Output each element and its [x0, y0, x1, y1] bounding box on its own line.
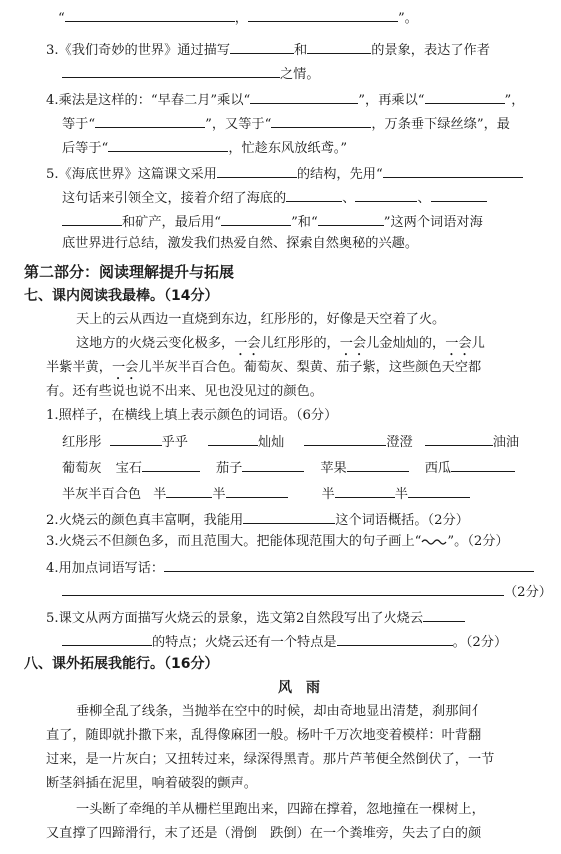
blank[interactable]: [242, 456, 304, 472]
color-word: 西瓜: [424, 461, 452, 476]
text: 。（2分）: [452, 635, 508, 650]
s7-q5-line-1: [46, 606, 465, 626]
blank[interactable]: [347, 456, 409, 472]
blank[interactable]: [164, 556, 534, 572]
blank[interactable]: [423, 606, 465, 622]
color-word: 茄子: [215, 461, 243, 476]
s8-paragraph-1-line-2: 直了，随即就扑撒下来，乱得像麻团一般。杨叶千万次地变着模样：叶背翻: [46, 728, 482, 743]
color-word: 苹果: [320, 461, 347, 476]
s8-paragraph-1-line-4: 断茎斜插在泥里，响着破裂的颤声。: [46, 776, 257, 791]
text: 半紫半黄，: [46, 360, 112, 375]
dotted-word: 一会: [234, 336, 261, 351]
blank[interactable]: [62, 630, 152, 646]
color-word: 灿灿: [257, 435, 285, 450]
q4-text-d: 等于“: [62, 117, 96, 132]
blank[interactable]: [65, 6, 235, 22]
color-word: 油油: [492, 435, 520, 450]
q5-line-4: [62, 234, 418, 254]
q4-text-h: ，忙趁东风放纸鸢。”: [228, 141, 348, 156]
q5-text-f: ”这两个词语对海: [383, 215, 483, 230]
s7-q2: [46, 508, 469, 528]
color-word: 乎乎: [161, 435, 188, 450]
q3-line-2: [62, 62, 320, 82]
color-word: 葡萄灰: [62, 461, 102, 476]
q4-number: 4.: [46, 93, 59, 108]
dotted-word: 一会: [445, 336, 472, 351]
blank[interactable]: [208, 430, 258, 446]
q4-line-3: [62, 136, 347, 156]
blank[interactable]: [335, 482, 395, 498]
s7-q4-line-2: [62, 580, 552, 600]
blank[interactable]: [271, 112, 371, 128]
blank[interactable]: [217, 162, 297, 178]
q2-tail-line: [58, 6, 418, 26]
q4-text-e: ”，又等于“: [205, 117, 272, 132]
blank[interactable]: [425, 430, 493, 446]
color-row-1: [62, 430, 519, 450]
color-word: 半: [321, 487, 335, 502]
color-word: 半: [394, 487, 408, 502]
text: 这个词语概括。（2分）: [335, 513, 469, 528]
blank[interactable]: [451, 456, 515, 472]
q3-line-1: [46, 38, 490, 58]
q4-text-g: 后等于“: [62, 141, 109, 156]
blank[interactable]: [226, 482, 288, 498]
q5-number: 5.: [46, 167, 59, 182]
part-2-heading: 第二部分：阅读理解提升与拓展: [24, 263, 235, 281]
blank[interactable]: [408, 482, 470, 498]
blank[interactable]: [142, 456, 200, 472]
s8-paragraph-1-line-1: 垂柳全乱了线条，当抛举在空中的时候，却由奇地显出清楚，刹那间亻: [76, 704, 485, 719]
blank[interactable]: [304, 430, 386, 446]
q5-text-b: 的结构，先用“: [296, 167, 383, 182]
q3-text-a: 《我们奇妙的世界》通过描写: [58, 43, 231, 58]
s8-paragraph-2-line-1: 一头断了牵绳的羊从栅栏里跑出来，四蹄在撑着，忽地撞在一棵树上，: [76, 802, 485, 817]
blank[interactable]: [307, 38, 371, 54]
q3-number: 3.: [46, 43, 59, 58]
blank[interactable]: [166, 482, 212, 498]
blank[interactable]: [355, 186, 417, 202]
color-word: 红彤彤: [62, 435, 102, 450]
s7-paragraph-2-line-1: [76, 334, 485, 354]
s8-paragraph-2-line-2: 又直撑了四蹄滑行，末了还是（滑倒 跌倒）在一个粪堆旁，失去了白的颜: [46, 826, 482, 841]
color-word: 半: [153, 487, 167, 502]
text: 5.课文从两方面描写火烧云的景象，选文第2自然段写出了火烧云: [46, 611, 424, 626]
q4-text-c: ”，: [504, 93, 525, 108]
q5-text-d: 和矿产，最后用“: [122, 215, 222, 230]
q4-text-a: 乘法是这样的：“早春二月”乘以“: [58, 93, 251, 108]
text: 2.火烧云的颜色真丰富啊，我能用: [46, 513, 244, 528]
blank[interactable]: [62, 62, 280, 78]
color-word: 澄澄: [386, 435, 413, 450]
dotted-word: 一会: [111, 360, 139, 375]
blank[interactable]: [318, 210, 384, 226]
q5-text-a: 《海底世界》这篇课文采用: [58, 167, 217, 182]
q5-line-3: [62, 210, 483, 230]
wavy-line-icon: [421, 537, 447, 547]
s7-q3: [46, 532, 509, 552]
s7-q4: [46, 556, 534, 576]
text: ”。（2分）: [447, 534, 509, 549]
color-word: 半: [212, 487, 226, 502]
s7-paragraph-2-line-2: [46, 358, 481, 378]
comma: ，: [234, 11, 248, 26]
text: 儿金灿灿的，: [366, 336, 446, 351]
color-row-2: [62, 456, 515, 476]
color-row-3: [62, 482, 470, 502]
q3-text-d: 之情。: [280, 67, 320, 82]
s7-q5-line-2: [62, 630, 507, 650]
s7-paragraph-2-line-3: 有。还有些说也说不出来、见也没见过的颜色。: [46, 384, 323, 399]
blank[interactable]: [431, 186, 487, 202]
blank[interactable]: [62, 580, 504, 596]
quote-end: ”。: [397, 11, 418, 26]
text: 儿半灰半百合色。葡萄灰、梨黄、茄子紫，这些颜色天空都: [138, 360, 482, 375]
q4-text-f: ，万条垂下绿丝绦”，最: [371, 117, 510, 132]
section-8-heading: 八、课外拓展我能行。（16分）: [24, 656, 219, 672]
quote-open: “: [58, 11, 65, 26]
text: 儿: [471, 336, 485, 351]
s8-paragraph-1-line-3: 过来，是一片灰白；又扭转过来，绿深得黑青。那片芦苇便全然倒伏了，一节: [46, 752, 495, 767]
color-word: 半灰半百合色: [62, 487, 142, 502]
blank[interactable]: [383, 162, 523, 178]
q5-line-1: [46, 162, 523, 182]
blank[interactable]: [108, 136, 228, 152]
text: 这地方的火烧云变化极多，: [76, 336, 235, 351]
q5-text-g: 底世界进行总结，激发我们热爱自然、探索自然奥秘的兴趣。: [62, 236, 419, 251]
separator: 、: [342, 191, 356, 206]
q4-text-b: ”，再乘以“: [358, 93, 425, 108]
blank[interactable]: [425, 88, 505, 104]
q5-line-2: [62, 186, 487, 206]
blank[interactable]: [337, 630, 453, 646]
s7-paragraph-1: 天上的云从西边一直烧到东边，红彤彤的，好像是天空着了火。: [76, 312, 446, 327]
s7-q1: 1.照样子，在横线上填上表示颜色的词语。（6分）: [46, 408, 338, 423]
separator: 、: [417, 191, 431, 206]
q5-text-c: 这句话来引领全文，接着介绍了海底的: [62, 191, 287, 206]
blank[interactable]: [243, 508, 335, 524]
q3-text-b: 和: [294, 43, 308, 58]
q3-text-c: 的景象，表达了作者: [371, 43, 490, 58]
text: 儿红彤彤的，: [260, 336, 340, 351]
q4-line-1: [46, 88, 524, 108]
text: 4.用加点词语写话：: [46, 561, 165, 576]
q5-text-e: ”和“: [291, 215, 318, 230]
blank[interactable]: [286, 186, 342, 202]
color-word: 宝石: [115, 461, 142, 476]
section-7-heading: 七、课内阅读我最棒。（14分）: [24, 288, 219, 304]
story-title: 风 雨: [278, 680, 320, 696]
text: 的特点；火烧云还有一个特点是: [152, 635, 337, 650]
dotted-word: 一会: [339, 336, 367, 351]
text: 3.火烧云不但颜色多，而且范围大。把能体现范围大的句子画上“: [46, 534, 422, 549]
blank[interactable]: [221, 210, 291, 226]
blank[interactable]: [95, 112, 205, 128]
blank[interactable]: [250, 88, 358, 104]
points: （2分）: [504, 585, 552, 600]
blank[interactable]: [62, 210, 122, 226]
q4-line-2: [62, 112, 510, 132]
blank[interactable]: [248, 6, 398, 22]
blank[interactable]: [110, 430, 162, 446]
blank[interactable]: [230, 38, 294, 54]
